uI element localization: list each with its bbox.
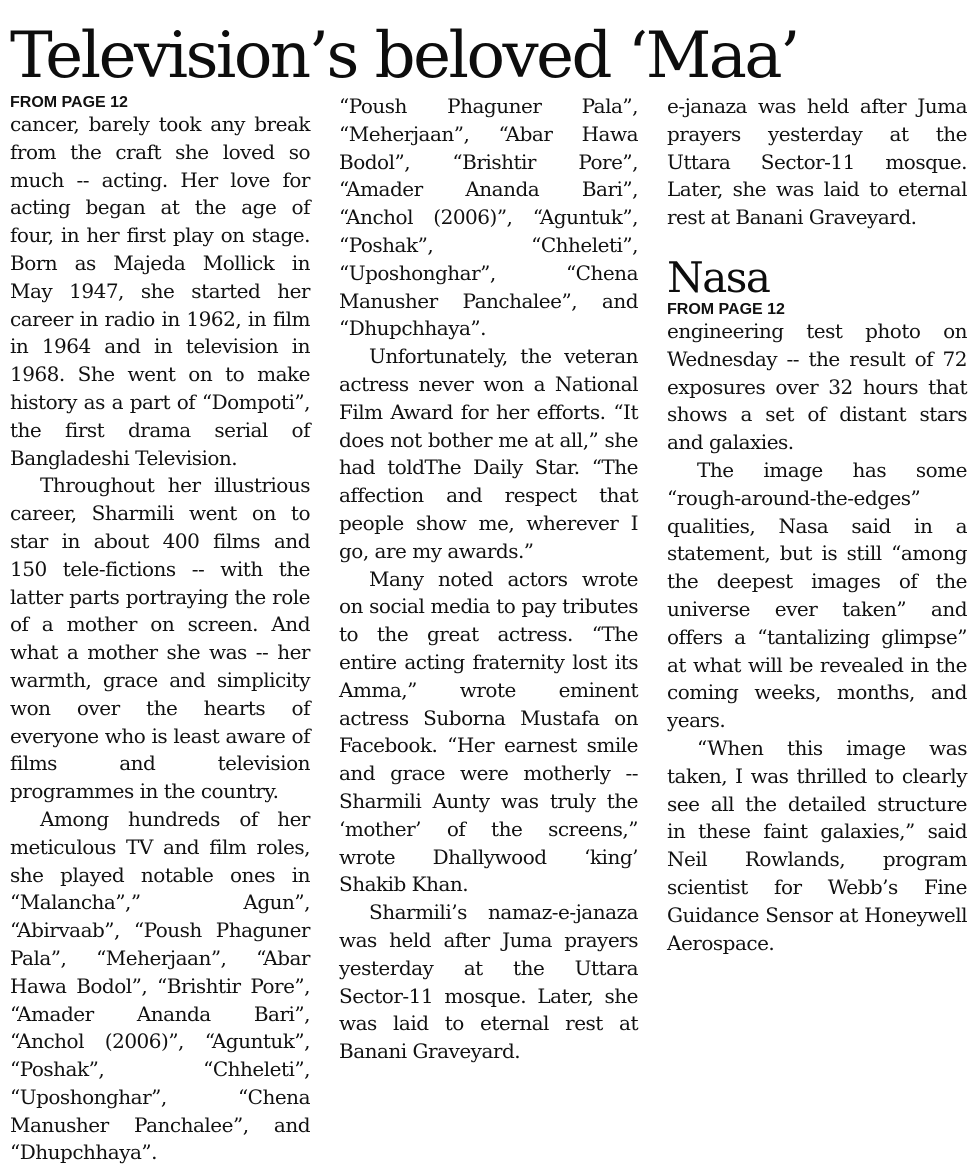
paragraph: Many noted actors wrote on social media to pay tributes to the great actress. “The entire acting fraternity lost its Amma,” wrote eminent actress Suborna Mustafa on Facebook. “Her earnest smile and grace were motherly -- Sharmili Aunty was truly the ‘mother’ of the screens,” wrote Dhallywood ‘king’ Shakib Khan. [339,566,638,897]
paragraph: Unfortunately, the veteran actress never won a National Film Award for her efforts. “It does not bother me at all,” she had toldThe Daily Star. “The affection and respect that people show me, wherever I go, are my awards.” [339,344,638,563]
jump-label-maa: FROM PAGE 12 [10,94,128,111]
column-3 [667,93,967,1051]
column-1 [10,93,310,1165]
paragraph: cancer, barely took any break from the craft she loved so much -- acting. Her love for acting began at the age of four, in her first play on stage. Born as Majeda Mollick in May 1947, she started her career in radio in 1962, in film in 1964 and in television in 1968. She went on to make history as a part of “Dompoti”, the first drama serial of Bangladeshi Television. [10,112,310,470]
subhead-nasa: Nasa [667,252,770,302]
paragraph-roles-continued: “Poush Phaguner Pala”, “Meherjaan”, “Abar Hawa Bodol”, “Brishtir Pore”, “Amader Ananda Bari”, “Anchol (2006)”, “Aguntuk”, “Poshak”, “Chheleti”, “Uposhonghar”, “Chena Manusher Panchalee”, and “Dhupchhaya”. [339,94,638,341]
paragraph-roles: Among hundreds of her meticulous TV and film roles, she played notable ones in “Malancha”,” Agun”, “Abirvaab”, “Poush Phaguner Pala”, “Meherjaan”, “Abar Hawa Bodol”, “Brishtir Pore”, “Amader Ananda Bari”, “Anchol (2006)”, “Aguntuk”, “Poshak”, “Chheleti”, “Uposhonghar”, “Chena Manusher Panchalee”, and “Dhupchhaya”. [10,806,310,1165]
column-2 [339,93,638,1064]
jump-label-nasa: FROM PAGE 12 [667,300,785,318]
paragraph: engineering test photo on Wednesday -- the result of 72 exposures over 32 hours that shows a set of distant stars and galaxies. [667,318,967,455]
paragraph: The image has some “rough-around-the-edges” qualities, Nasa said in a statement, but is still “among the deepest images of the universe ever taken” and offers a “tantalizing glimpse” at what will be revealed in the coming weeks, months, and years. [667,457,967,733]
paragraph-janaza: Sharmili’s namaz-e-janaza was held after Juma prayers yesterday at the Uttara Sector-11 mosque. Later, she was laid to eternal rest at Banani Graveyard. [339,900,638,1064]
paragraph: “When this image was taken, I was thrilled to clearly see all the detailed structure in these faint galaxies,” said Neil Rowlands, program scientist for Webb’s Fine Guidance Sensor at Honeywell Aerospace. [667,735,967,955]
headline: Television’s beloved ‘Maa’ [10,19,798,93]
paragraph: Throughout her illustrious career, Sharmili went on to star in about 400 films and 150 tele-fictions -- with the latter parts portraying the role of a mother on screen. And what a mother she was -- her warmth, grace and simplicity won over the hearts of everyone who is least aware of films and television programmes in the country. [10,473,310,804]
paragraph-janaza-continued: e-janaza was held after Juma prayers yesterday at the Uttara Sector-11 mosque. Later, she was laid to eternal rest at Banani Graveyard. [667,94,967,230]
